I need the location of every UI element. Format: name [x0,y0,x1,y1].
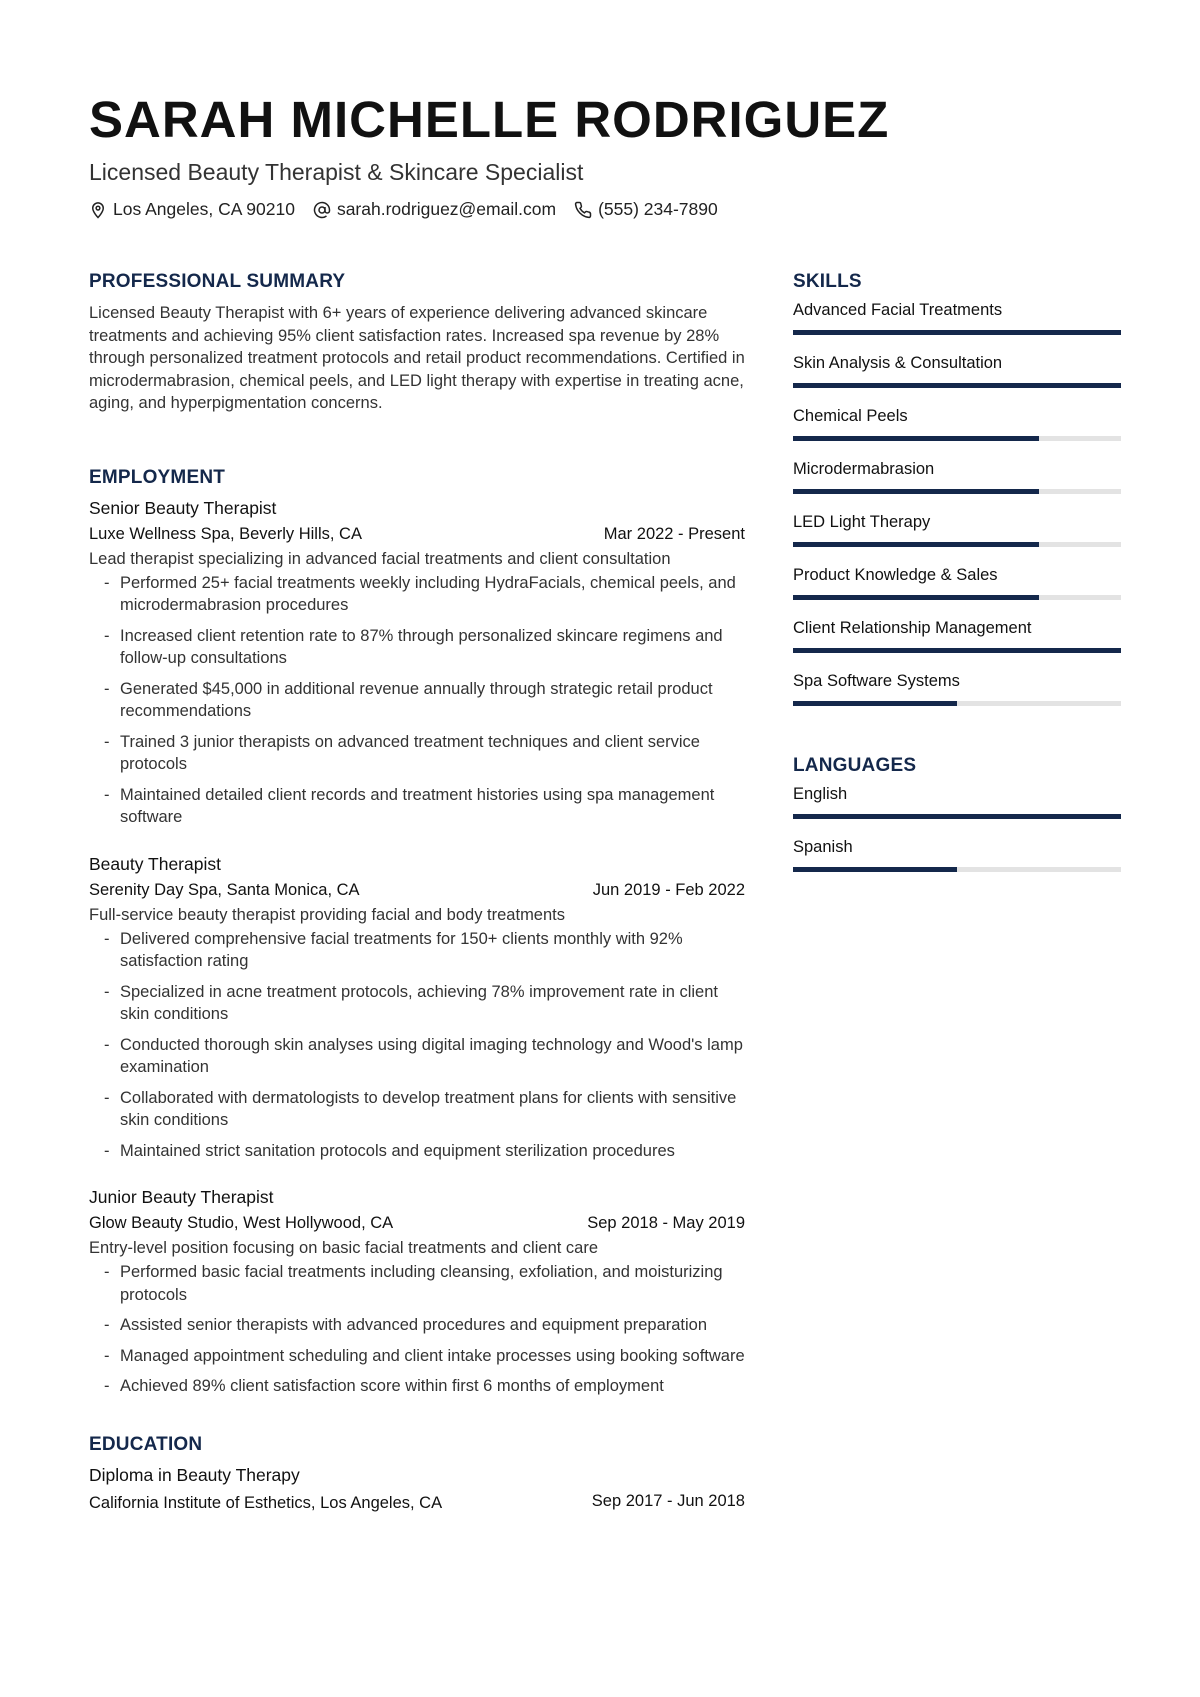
job-bullet: - Assisted senior therapists with advanced procedures and equipment preparation [89,1314,745,1337]
main-column [89,271,745,1514]
language-name: Spanish [793,838,853,856]
job-bullet: - Generated $45,000 in additional revenue annually through strategic retail product recommendations [89,678,745,723]
job-dates: Sep 2018 - May 2019 [587,1214,745,1232]
at-sign-icon [313,201,331,219]
candidate-headline: Licensed Beauty Therapist & Skincare Specialist [89,159,584,185]
job-bullet: - Specialized in acne treatment protocols, achieving 78% improvement rate in client skin conditions [89,981,745,1026]
education-meta [89,1492,745,1514]
skill-level-bar [793,701,1121,706]
job-bullet: - Managed appointment scheduling and client intake processes using booking software [89,1345,745,1368]
skill-name: Client Relationship Management [793,619,1032,637]
skill-name: Chemical Peels [793,407,908,425]
job-description: Full-service beauty therapist providing facial and body treatments [89,905,565,924]
job-company: Luxe Wellness Spa, Beverly Hills, CA [89,524,362,543]
job-meta [89,1214,745,1233]
skill-level-bar [793,595,1121,600]
skill-level-fill [793,383,1121,388]
skills-section [793,271,1121,706]
contact-phone [574,199,718,220]
skill-name: Spa Software Systems [793,672,960,690]
skill-name: Skin Analysis & Consultation [793,354,1003,372]
job-bullet: - Achieved 89% client satisfaction score within first 6 months of employment [89,1375,745,1398]
summary-heading: PROFESSIONAL SUMMARY [89,271,346,292]
job-bullet: - Maintained detailed client records and treatment histories using spa management software [89,784,745,829]
job-meta [89,525,745,544]
education-section [89,1434,745,1514]
skill-level-bar [793,330,1121,335]
job-company: Glow Beauty Studio, West Hollywood, CA [89,1214,394,1232]
job-entry [89,854,745,1163]
job-bullet: - Maintained strict sanitation protocols and equipment sterilization procedures [89,1140,745,1163]
job-bullet: - Performed 25+ facial treatments weekly including HydraFacials, chemical peels, and microdermabrasion procedures [89,572,745,617]
location-pin-icon [89,201,107,219]
sidebar-column [793,271,1121,872]
language-item [793,838,1121,872]
skill-level-fill [793,595,1039,600]
job-title: Beauty Therapist [89,853,221,874]
skill-level-fill [793,542,1039,547]
location-text: Los Angeles, CA 90210 [113,199,295,219]
job-bullet: - Increased client retention rate to 87% through personalized skincare regimens and follow-up consultations [89,625,745,670]
skill-name: Microdermabrasion [793,460,935,478]
skill-level-bar [793,489,1121,494]
skill-level-fill [793,648,1121,653]
employment-heading: EMPLOYMENT [89,466,226,488]
contact-row [89,199,736,220]
job-dates: Jun 2019 - Feb 2022 [592,880,745,899]
skill-name: Advanced Facial Treatments [793,301,1003,319]
languages-section [793,755,1121,872]
skill-item [793,301,1121,335]
job-title: Junior Beauty Therapist [89,1187,274,1207]
education-dates: Sep 2017 - Jun 2018 [591,1491,745,1510]
language-level-bar [793,867,1121,872]
job-description: Lead therapist specializing in advanced facial treatments and client consultation [89,549,671,568]
job-bullet: - Collaborated with dermatologists to develop treatment plans for clients with sensitive skin conditions [89,1087,745,1132]
skill-level-bar [793,436,1121,441]
skill-name: LED Light Therapy [793,513,931,531]
summary-section [89,271,745,415]
skill-level-fill [793,489,1039,494]
skill-level-fill [793,701,957,706]
job-title: Senior Beauty Therapist [89,497,277,518]
language-level-fill [793,867,957,872]
skill-item [793,672,1121,706]
contact-location [89,199,295,220]
education-school: California Institute of Esthetics, Los Angeles, CA [89,1493,443,1512]
job-description: Entry-level position focusing on basic facial treatments and client care [89,1239,599,1257]
skill-level-fill [793,436,1039,441]
job-bullets [89,928,745,1163]
education-heading: EDUCATION [89,1433,203,1455]
skill-level-bar [793,542,1121,547]
language-level-bar [793,814,1121,819]
employment-section [89,467,745,1398]
skill-item [793,354,1121,388]
skill-name: Product Knowledge & Sales [793,566,998,584]
job-entry [89,1187,745,1398]
language-level-fill [793,814,1121,819]
email-link[interactable]: sarah.rodriguez@email.com [336,199,557,219]
skill-item [793,513,1121,547]
job-bullet: - Performed basic facial treatments including cleansing, exfoliation, and moisturizing protocols [89,1261,745,1306]
skill-item [793,460,1121,494]
candidate-name: SARAH MICHELLE RODRIGUEZ [89,91,890,148]
skill-item [793,619,1121,653]
skill-level-fill [793,330,1121,335]
job-bullets [89,1261,745,1398]
language-item [793,785,1121,819]
job-bullet: - Trained 3 junior therapists on advanced treatment techniques and client service protocols [89,731,745,776]
job-dates: Mar 2022 - Present [603,524,745,543]
phone-text: (555) 234-7890 [598,199,718,219]
job-meta [89,881,745,900]
job-bullets [89,572,745,829]
job-entry [89,498,745,829]
education-degree: Diploma in Beauty Therapy [89,1464,300,1485]
skill-item [793,566,1121,600]
skill-level-bar [793,648,1121,653]
languages-heading: LANGUAGES [793,755,917,776]
skills-heading: SKILLS [793,271,862,292]
contact-email [313,199,556,220]
skill-item [793,407,1121,441]
job-bullet: - Conducted thorough skin analyses using digital imaging technology and Wood's lamp examination [89,1034,745,1079]
skill-level-bar [793,383,1121,388]
education-entry [89,1465,745,1514]
language-name: English [793,785,848,803]
job-company: Serenity Day Spa, Santa Monica, CA [89,880,360,899]
phone-icon [574,201,592,219]
job-bullet: - Delivered comprehensive facial treatments for 150+ clients monthly with 92% satisfaction rating [89,928,745,973]
summary-text: Licensed Beauty Therapist with 6+ years of experience delivering advanced skincare treatments and achieving 95% client satisfaction rates. Increased spa revenue by 28% through personalized treatment protocols and retail product recommendations. Certified in microdermabrasion, chemical peels, and LED light therapy with expertise in treating acne, aging, and hyperpigmentation concerns. [89,304,745,412]
